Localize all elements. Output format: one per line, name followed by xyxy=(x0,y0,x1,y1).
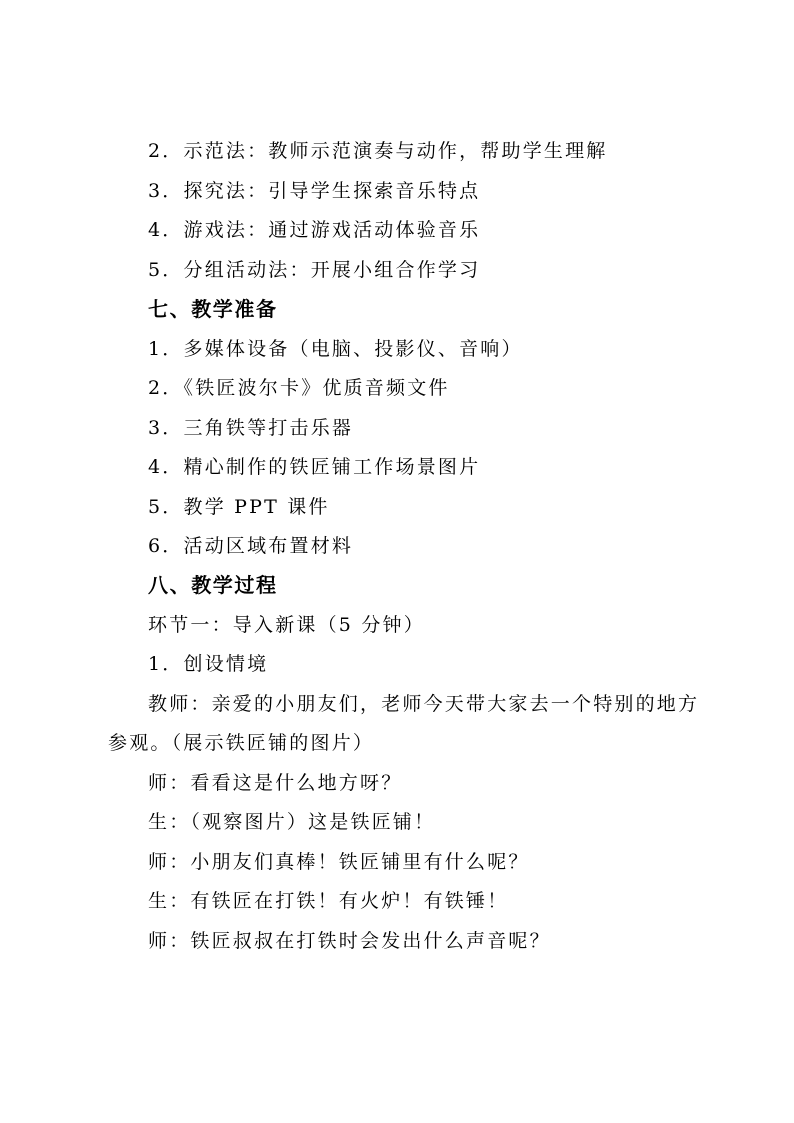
teacher-intro-line2: 参观。（展示铁匠铺的图片） xyxy=(108,732,375,754)
dialogue-teacher-2: 师：小朋友们真棒！铁匠铺里有什么呢？ xyxy=(148,851,530,873)
stage-one-title: 环节一：导入新课（5 分钟） xyxy=(148,614,425,636)
prep-item-multimedia: 1．多媒体设备（电脑、投影仪、音响） xyxy=(148,338,523,360)
section-heading-teaching-process: 八、教学过程 xyxy=(148,573,278,597)
method-demonstration: 2．示范法：教师示范演奏与动作，帮助学生理解 xyxy=(148,140,608,162)
dialogue-student-1: 生：（观察图片）这是铁匠铺！ xyxy=(148,811,436,833)
method-group-activity: 5．分组活动法：开展小组合作学习 xyxy=(148,259,481,281)
teacher-intro-line1: 教师：亲爱的小朋友们，老师今天带大家去一个特别的地方 xyxy=(148,693,700,715)
prep-item-pictures: 4．精心制作的铁匠铺工作场景图片 xyxy=(148,456,481,478)
method-inquiry: 3．探究法：引导学生探索音乐特点 xyxy=(148,180,481,202)
prep-item-materials: 6．活动区域布置材料 xyxy=(148,535,354,557)
prep-item-audio: 2．《铁匠波尔卡》优质音频文件 xyxy=(148,377,450,399)
prep-item-ppt: 5．教学 PPT 课件 xyxy=(148,496,330,518)
step-create-scenario: 1．创设情境 xyxy=(148,653,269,675)
dialogue-teacher-3: 师：铁匠叔叔在打铁时会发出什么声音呢？ xyxy=(148,930,551,952)
method-game: 4．游戏法：通过游戏活动体验音乐 xyxy=(148,219,481,241)
prep-item-instruments: 3．三角铁等打击乐器 xyxy=(148,417,354,439)
dialogue-teacher-1: 师：看看这是什么地方呀？ xyxy=(148,772,403,794)
dialogue-student-2: 生：有铁匠在打铁！有火炉！有铁锤！ xyxy=(148,890,509,912)
section-heading-teaching-preparation: 七、教学准备 xyxy=(148,297,278,321)
